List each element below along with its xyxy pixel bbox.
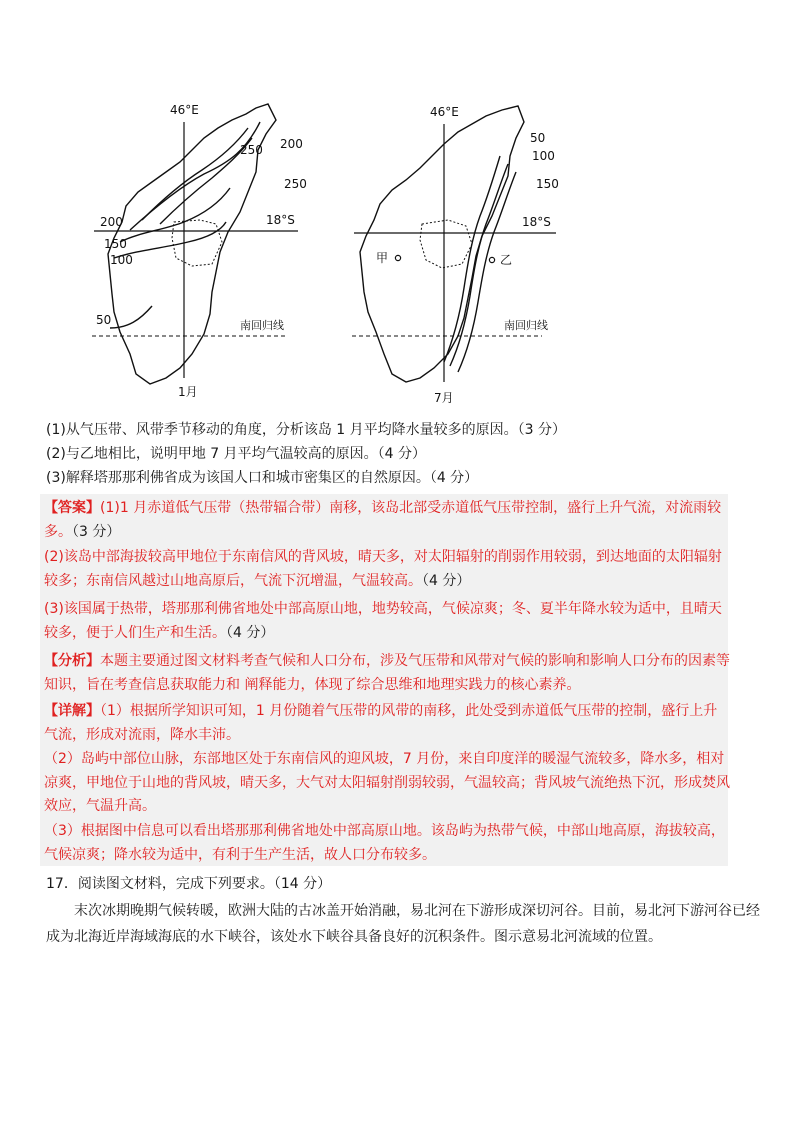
question-1: (1)从气压带、风带季节移动的角度，分析该岛 1 月平均降水量较多的原因。（3 分）: [46, 422, 566, 438]
parallel-label-left: 18°S: [266, 213, 295, 227]
month-label-left: 1月: [178, 385, 198, 399]
point-b-marker: [489, 257, 494, 262]
point-b-label: 乙: [500, 253, 513, 267]
detail-tag: 【详解】: [44, 703, 100, 719]
isoline-label: 100: [532, 149, 555, 163]
meridian-label-left: 46°E: [170, 103, 199, 117]
month-label-right: 7月: [434, 391, 454, 405]
detail-1-text: （1）根据所学知识可知，1 月份随着气压带的风带的南移，此处受到赤道低气压带的控制，盛行上升气流，形成对流雨，降水丰沛。: [44, 703, 718, 743]
isoline-label: 200: [100, 215, 123, 229]
isoline-label: 200: [280, 137, 303, 151]
answer-1-score: （3 分）: [72, 523, 121, 540]
isoline-label: 150: [536, 177, 559, 191]
isoline-label: 150: [104, 237, 127, 251]
question-3: (3)解释塔那那利佛省成为该国人口和城市密集区的自然原因。（4 分）: [46, 470, 479, 486]
answer-1: [44, 497, 730, 544]
detail-2: （2）岛屿中部位山脉，东部地区处于东南信风的迎风坡，7 月份，来自印度洋的暖湿气流较多，降水多，相对凉爽，甲地位于山地的背风坡，晴天多，大气对太阳辐射削弱较弱，气温较高；背风坡气流绝热下沉，形成焚风效应，气温升高。: [44, 751, 730, 814]
isoline-label: 100: [110, 253, 133, 267]
answer-2-text: (2)该岛中部海拔较高甲地位于东南信风的背风坡，晴天多，对太阳辐射的削弱作用较弱，到达地面的太阳辐射较多；东南信风越过山地高原后，气流下沉增温，气温较高。: [44, 549, 722, 589]
isoline-label: 250: [240, 143, 263, 157]
question-2: (2)与乙地相比，说明甲地 7 月平均气温较高的原因。（4 分）: [46, 446, 426, 462]
point-a-marker: [395, 255, 400, 260]
answer-tag: 【答案】: [44, 500, 100, 516]
map-july: [360, 106, 524, 382]
answer-3-score: （4 分）: [226, 624, 275, 641]
answer-2: [44, 546, 730, 593]
highland-right: [420, 220, 472, 268]
madagascar-maps-svg: [80, 92, 600, 417]
isoline-label: 50: [96, 313, 112, 327]
highland-left: [172, 220, 222, 266]
tropic-label-right: 南回归线: [504, 319, 548, 332]
detail-1: [44, 700, 730, 747]
answer-2-score: （4 分）: [422, 572, 471, 589]
parallel-label-right: 18°S: [522, 215, 551, 229]
answer-1-text: (1)1 月赤道低气压带（热带辐合带）南移，该岛北部受赤道低气压带控制，盛行上升气流，对流雨较多。: [44, 500, 722, 540]
rain-isoline-50: [110, 306, 152, 328]
analysis-text: 本题主要通过图文材料考查气候和人口分布，涉及气压带和风带对气候的影响和影响人口分布的因素等知识，旨在考查信息获取能力和 阐释能力，体现了综合思维和地理实践力的核心素养。: [44, 653, 730, 693]
analysis: [44, 650, 730, 697]
answer-3-text: (3)该国属于热带，塔那那利佛省地处中部高原山地，地势较高，气候凉爽；冬、夏半年降水较为适中，且晴天较多，便于人们生产和生活。: [44, 601, 722, 641]
point-a-label: 甲: [376, 251, 389, 265]
tropic-label-left: 南回归线: [240, 319, 284, 332]
rainfall-maps: [80, 92, 600, 417]
meridian-label-right: 46°E: [430, 105, 459, 119]
isoline-label: 250: [284, 177, 307, 191]
analysis-tag: 【分析】: [44, 653, 100, 669]
island-outline-right: [360, 106, 524, 382]
question-17-material: 末次冰期晚期气候转暖，欧洲大陆的古冰盖开始消融，易北河在下游形成深切河谷。目前，易北河下游河谷已经成为北海近岸海域海底的水下峡谷，该处水下峡谷具备良好的沉积条件。图示意易北河流域的位置。: [46, 903, 760, 945]
answer-3: [44, 598, 730, 645]
detail-3: （3）根据图中信息可以看出塔那那利佛省地处中部高原山地。该岛屿为热带气候，中部山地高原，海拔较高，气候凉爽；降水较为适中，有利于生产生活，故人口分布较多。: [44, 823, 725, 863]
isoline-label: 50: [530, 131, 546, 145]
question-17-title: 17．阅读图文材料，完成下列要求。（14 分）: [46, 876, 332, 892]
